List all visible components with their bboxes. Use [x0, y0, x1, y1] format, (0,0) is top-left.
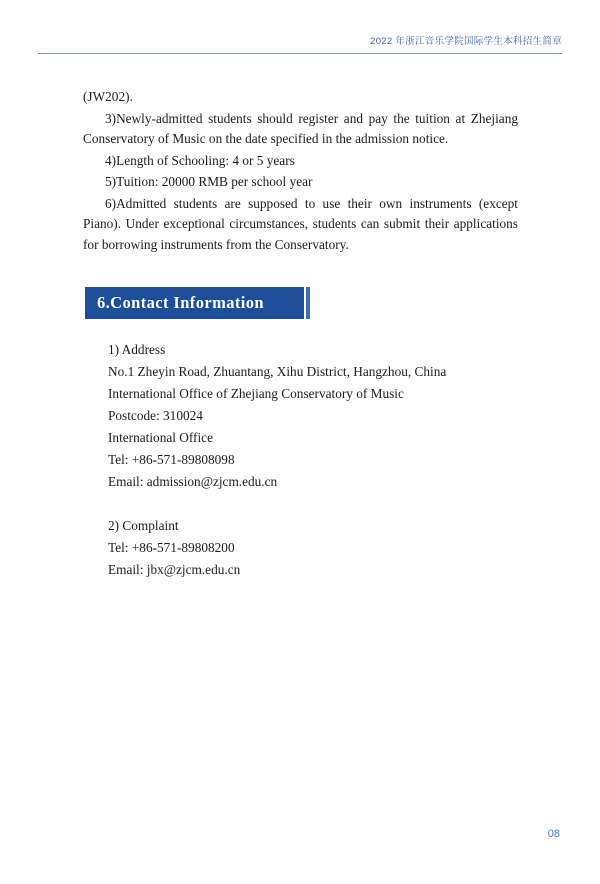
- contact-line-address-heading: 1) Address: [108, 342, 166, 357]
- contact-info-block: [108, 339, 518, 581]
- paragraph-jw202: (JW202).: [83, 89, 133, 104]
- paragraph-registration: 3)Newly-admitted students should register and pay the tuition at Zhejiang Conservatory of Music on the date specified in the admission notice.: [83, 110, 518, 146]
- body-content: [83, 87, 518, 581]
- complaint-group: [108, 515, 518, 581]
- paragraph-tuition: 5)Tuition: 20000 RMB per school year: [105, 174, 313, 189]
- address-group: [108, 339, 518, 493]
- contact-line-complaint-heading: 2) Complaint: [108, 518, 179, 533]
- page-header-title: 2022 年浙江音乐学院国际学生本科招生简章: [370, 36, 562, 47]
- paragraph-schooling-length: 4)Length of Schooling: 4 or 5 years: [105, 152, 295, 168]
- contact-line-complaint-email: Email: jbx@zjcm.edu.cn: [108, 562, 241, 577]
- contact-line-international-office: International Office: [108, 430, 213, 445]
- contact-line-office-name: International Office of Zhejiang Conservatory of Music: [108, 386, 404, 401]
- section-heading-contact: [85, 287, 310, 319]
- header-rule: [38, 53, 562, 54]
- contact-line-street-address: No.1 Zheyin Road, Zhuantang, Xihu District, Hangzhou, China: [108, 364, 447, 379]
- contact-line-tel: Tel: +86-571-89808098: [108, 452, 235, 467]
- contact-line-postcode: Postcode: 310024: [108, 408, 203, 423]
- contact-line-email: Email: admission@zjcm.edu.cn: [108, 474, 278, 489]
- section-accent-bar: [306, 287, 310, 319]
- contact-line-complaint-tel: Tel: +86-571-89808200: [108, 540, 235, 555]
- page-number: 08: [547, 828, 560, 840]
- paragraph-instruments: 6)Admitted students are supposed to use their own instruments (except Piano). Under exceptional circumstances, students can submit their applications for borrowing instruments from the Conservatory.: [83, 195, 518, 252]
- section-heading-label: 6.Contact Information: [85, 287, 304, 319]
